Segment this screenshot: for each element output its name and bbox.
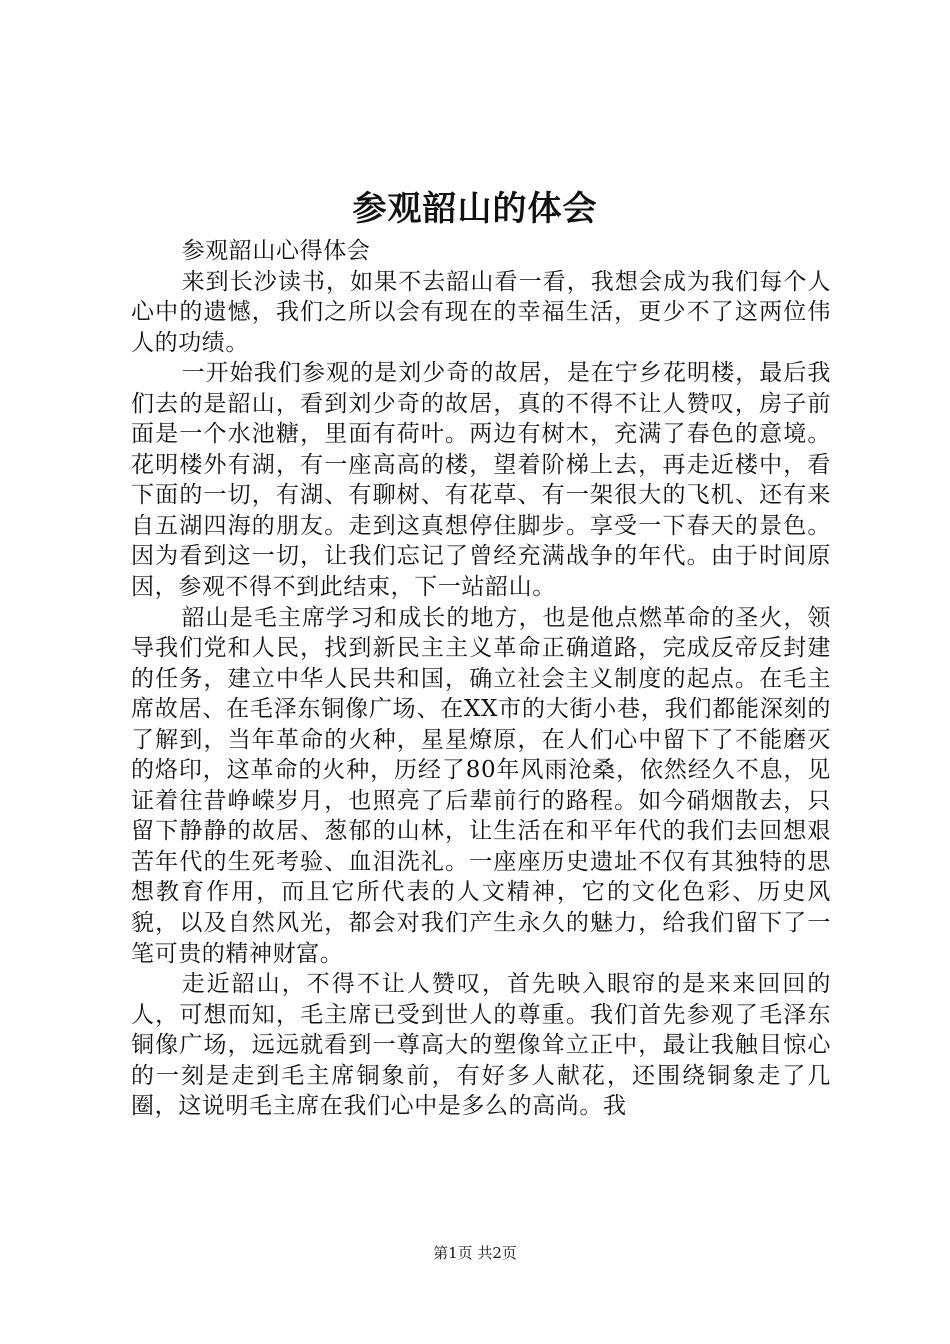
paragraph: 来到长沙读书，如果不去韶山看一看，我想会成为我们每个人心中的遗憾，我们之所以会有现在的幸福生活，更少不了这两位伟人的功绩。 xyxy=(131,268,831,356)
paragraph: 一开始我们参观的是刘少奇的故居，是在宁乡花明楼，最后我们去的是韶山，看到刘少奇的故居，真的不得不让人赞叹，房子前面是一个水池糖，里面有荷叶。两边有树木，充满了春色的意境。花明楼外有湖，有一座高高的楼，望着阶梯上去，再走近楼中，看下面的一切，有湖、有聊树、有花草、有一架很大的飞机、还有来自五湖四海的朋友。走到这真想停住脚步。享受一下春天的景色。因为看到这一切，让我们忘记了曾经充满战争的年代。由于时间原因，参观不得不到此结束，下一站韶山。 xyxy=(131,360,831,601)
paragraph: 走近韶山，不得不让人赞叹，首先映入眼帘的是来来回回的人，可想而知，毛主席已受到世人的尊重。我们首先参观了毛泽东铜像广场，远远就看到一尊高大的塑像耸立正中，最让我触目惊心的一刻是走到毛主席铜象前，有好多人献花，还围绕铜象走了几圈，这说明毛主席在我们心中是多么的高尚。我 xyxy=(131,971,831,1120)
paragraph-subtitle: 参观韶山心得体会 xyxy=(181,238,371,264)
document-body xyxy=(131,236,831,1122)
document-title: 参观韶山的体会 xyxy=(352,189,598,229)
paragraph: 韶山是毛主席学习和成长的地方，也是他点燃革命的圣火，领导我们党和人民，找到新民主主义革命正确道路，完成反帝反封建的任务，建立中华人民共和国，确立社会主义制度的起点。在毛主席故居、在毛泽东铜像广场、在XX市的大街小巷，我们都能深刻的了解到，当年革命的火种，星星燎原，在人们心中留下了不能磨灭的烙印，这革命的火种，历经了80年风雨沧桑，依然经久不息，见证着往昔峥嵘岁月，也照亮了后辈前行的路程。如今硝烟散去，只留下静静的故居、葱郁的山林，让生活在和平年代的我们去回想艰苦年代的生死考验、血泪洗礼。一座座历史遗址不仅有其独特的思想教育作用，而且它所代表的人文精神，它的文化色彩、历史风貌，以及自然风光，都会对我们产生永久的魅力，给我们留下了一笔可贵的精神财富。 xyxy=(131,604,831,967)
page-footer: 第1页 共2页 xyxy=(433,1244,517,1262)
